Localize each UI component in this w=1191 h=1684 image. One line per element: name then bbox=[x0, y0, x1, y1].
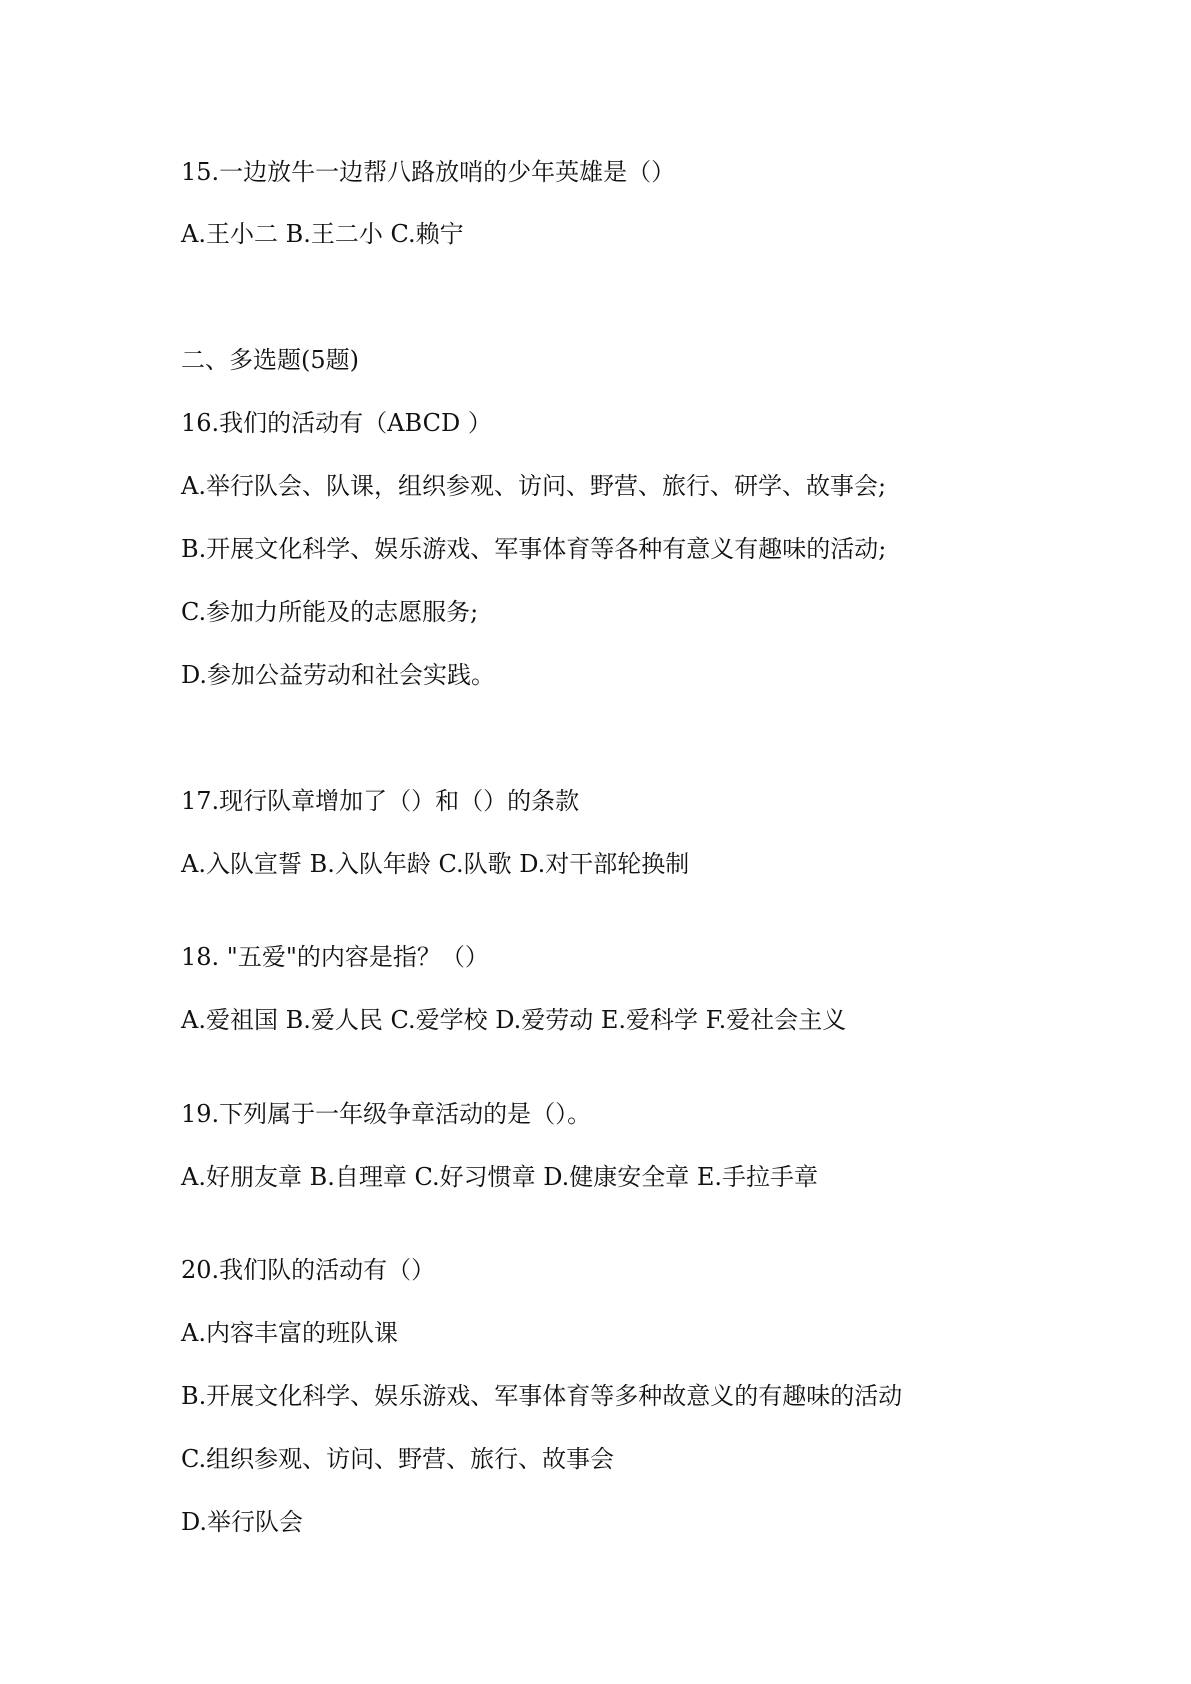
question-18: 18. "五爱"的内容是指？（） bbox=[181, 943, 489, 971]
question-18-options: A.爱祖国 B.爱人民 C.爱学校 D.爱劳动 E.爱科学 F.爱社会主义 bbox=[181, 1006, 847, 1034]
question-20-option-b: B.开展文化科学、娱乐游戏、军事体育等多种故意义的有趣味的活动 bbox=[181, 1382, 903, 1410]
question-19: 19.下列属于一年级争章活动的是（）。 bbox=[181, 1100, 592, 1128]
question-16: 16.我们的活动有（ABCD ） bbox=[181, 409, 492, 437]
question-16-option-c: C.参加力所能及的志愿服务; bbox=[181, 598, 479, 626]
question-15: 15.一边放牛一边帮八路放哨的少年英雄是（） bbox=[181, 158, 676, 186]
question-17: 17.现行队章增加了（）和（）的条款 bbox=[181, 787, 580, 815]
question-16-option-a: A.举行队会、队课，组织参观、访问、野营、旅行、研学、故事会; bbox=[181, 472, 887, 500]
question-20: 20.我们队的活动有（） bbox=[181, 1256, 436, 1284]
question-19-options: A.好朋友章 B.自理章 C.好习惯章 D.健康安全章 E.手拉手章 bbox=[181, 1163, 819, 1191]
question-20-option-d: D.举行队会 bbox=[181, 1508, 304, 1536]
question-15-options: A.王小二 B.王二小 C.赖宁 bbox=[181, 220, 464, 248]
question-16-option-d: D.参加公益劳动和社会实践。 bbox=[181, 661, 496, 689]
question-17-options: A.入队宣誓 B.入队年龄 C.队歌 D.对干部轮换制 bbox=[181, 850, 690, 878]
question-20-option-c: C.组织参观、访问、野营、旅行、故事会 bbox=[181, 1445, 615, 1473]
section-heading-multiple-choice: 二、多选题(5题) bbox=[181, 346, 359, 374]
question-20-option-a: A.内容丰富的班队课 bbox=[181, 1319, 398, 1347]
question-16-option-b: B.开展文化科学、娱乐游戏、军事体育等各种有意义有趣味的活动; bbox=[181, 535, 887, 563]
